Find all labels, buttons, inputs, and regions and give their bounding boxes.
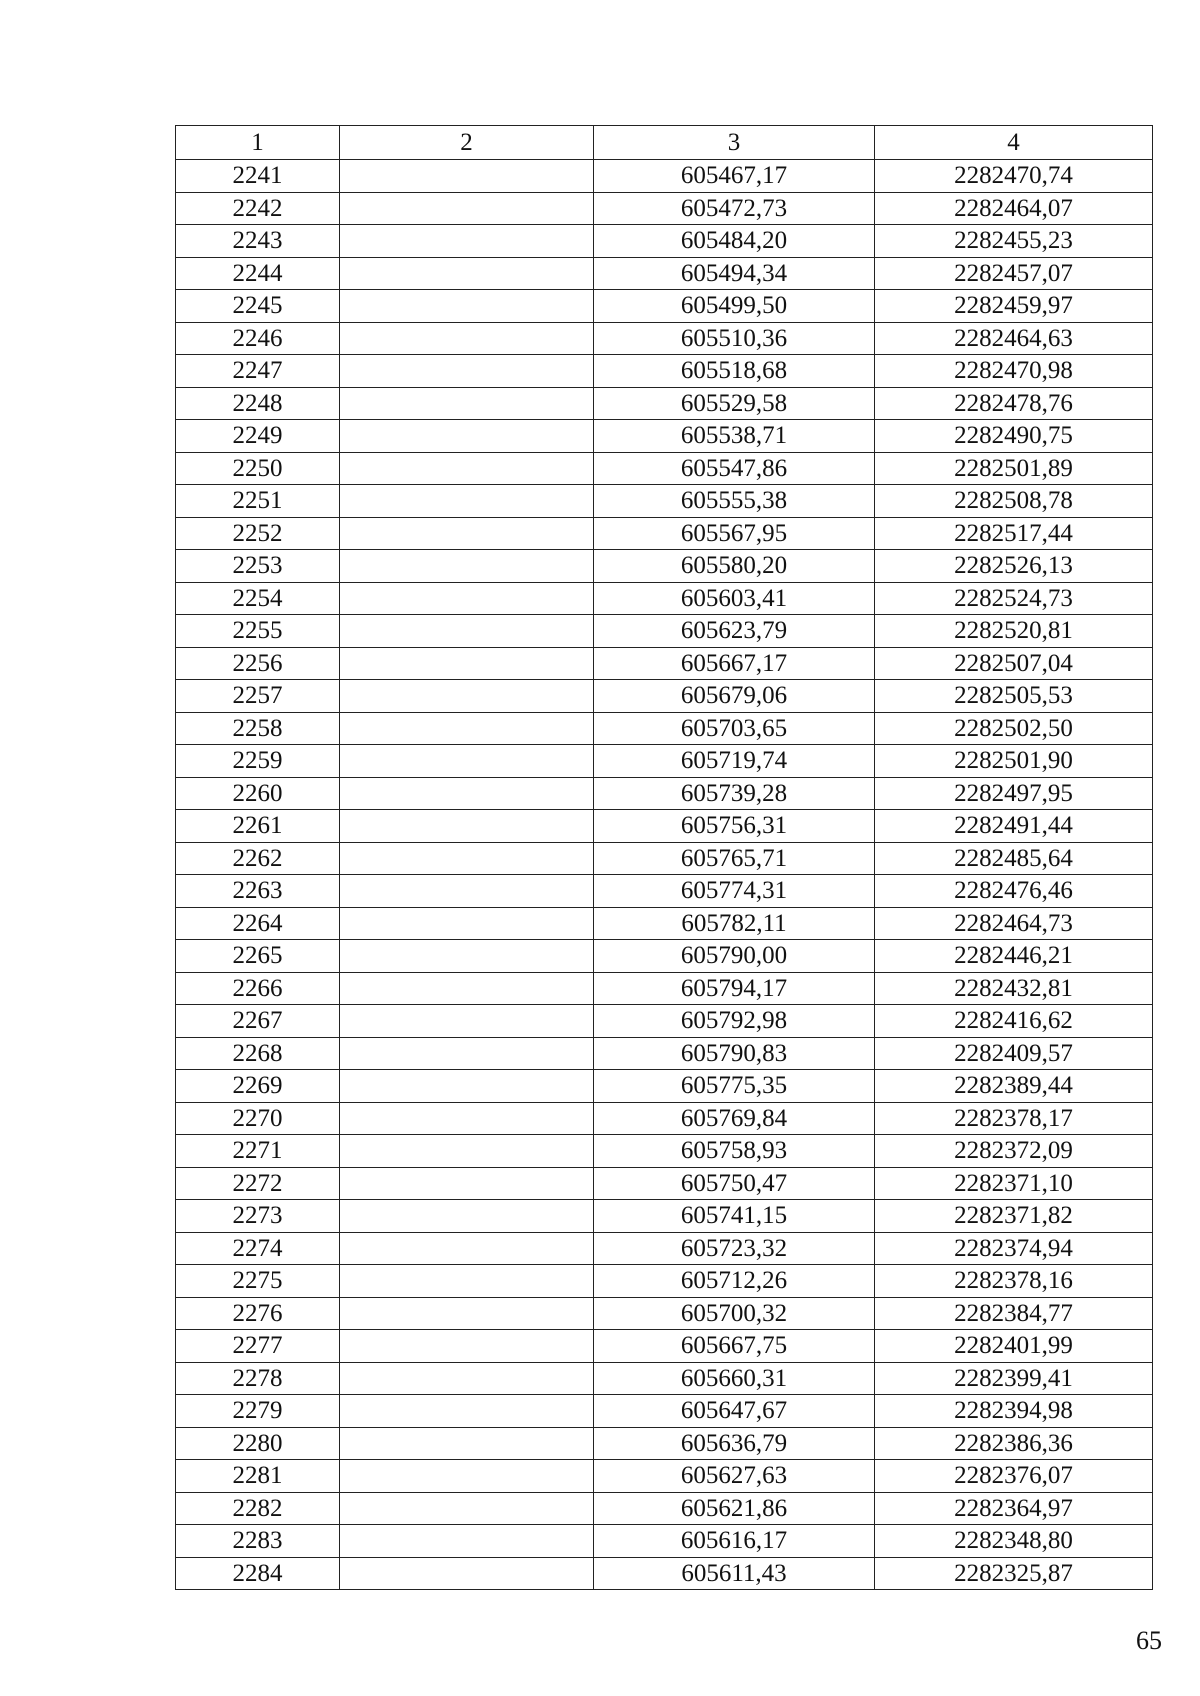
- point-number-cell: 2284: [176, 1557, 340, 1590]
- table-row: [176, 1200, 1153, 1233]
- y-coordinate-cell: 2282502,50: [875, 712, 1153, 745]
- point-number-cell: 2271: [176, 1135, 340, 1168]
- table-row: [176, 940, 1153, 973]
- x-coordinate-cell: 605774,31: [594, 875, 875, 908]
- y-coordinate-cell: 2282432,81: [875, 972, 1153, 1005]
- point-number-cell: 2283: [176, 1525, 340, 1558]
- y-coordinate-cell: 2282507,04: [875, 647, 1153, 680]
- empty-cell: [340, 810, 594, 843]
- x-coordinate-cell: 605623,79: [594, 615, 875, 648]
- point-number-cell: 2282: [176, 1492, 340, 1525]
- x-coordinate-cell: 605660,31: [594, 1362, 875, 1395]
- x-coordinate-cell: 605758,93: [594, 1135, 875, 1168]
- point-number-cell: 2259: [176, 745, 340, 778]
- x-coordinate-cell: 605679,06: [594, 680, 875, 713]
- x-coordinate-cell: 605518,68: [594, 355, 875, 388]
- y-coordinate-cell: 2282464,73: [875, 907, 1153, 940]
- table-row: [176, 257, 1153, 290]
- table-row: [176, 712, 1153, 745]
- x-coordinate-cell: 605775,35: [594, 1070, 875, 1103]
- empty-cell: [340, 1297, 594, 1330]
- point-number-cell: 2245: [176, 290, 340, 323]
- empty-cell: [340, 907, 594, 940]
- y-coordinate-cell: 2282505,53: [875, 680, 1153, 713]
- y-coordinate-cell: 2282401,99: [875, 1330, 1153, 1363]
- x-coordinate-cell: 605484,20: [594, 225, 875, 258]
- x-coordinate-cell: 605567,95: [594, 517, 875, 550]
- page-number: 65: [1136, 1626, 1162, 1655]
- empty-cell: [340, 485, 594, 518]
- table-row: [176, 1427, 1153, 1460]
- point-number-cell: 2263: [176, 875, 340, 908]
- table-row: [176, 745, 1153, 778]
- point-number-cell: 2267: [176, 1005, 340, 1038]
- point-number-cell: 2274: [176, 1232, 340, 1265]
- x-coordinate-cell: 605739,28: [594, 777, 875, 810]
- x-coordinate-cell: 605603,41: [594, 582, 875, 615]
- empty-cell: [340, 160, 594, 193]
- y-coordinate-cell: 2282348,80: [875, 1525, 1153, 1558]
- x-coordinate-cell: 605580,20: [594, 550, 875, 583]
- table-row: [176, 1460, 1153, 1493]
- table-row: [176, 842, 1153, 875]
- empty-cell: [340, 1265, 594, 1298]
- table-header-row: [176, 126, 1153, 160]
- x-coordinate-cell: 605750,47: [594, 1167, 875, 1200]
- table-row: [176, 290, 1153, 323]
- x-coordinate-cell: 605782,11: [594, 907, 875, 940]
- point-number-cell: 2264: [176, 907, 340, 940]
- y-coordinate-cell: 2282520,81: [875, 615, 1153, 648]
- y-coordinate-cell: 2282497,95: [875, 777, 1153, 810]
- empty-cell: [340, 972, 594, 1005]
- empty-cell: [340, 680, 594, 713]
- table-row: [176, 1525, 1153, 1558]
- x-coordinate-cell: 605611,43: [594, 1557, 875, 1590]
- y-coordinate-cell: 2282476,46: [875, 875, 1153, 908]
- empty-cell: [340, 1557, 594, 1590]
- table-row: [176, 777, 1153, 810]
- empty-cell: [340, 842, 594, 875]
- empty-cell: [340, 1427, 594, 1460]
- empty-cell: [340, 1492, 594, 1525]
- y-coordinate-cell: 2282524,73: [875, 582, 1153, 615]
- empty-cell: [340, 615, 594, 648]
- table-row: [176, 647, 1153, 680]
- y-coordinate-cell: 2282457,07: [875, 257, 1153, 290]
- point-number-cell: 2258: [176, 712, 340, 745]
- column-header-4: 4: [875, 126, 1153, 160]
- column-header-2: 2: [340, 126, 594, 160]
- x-coordinate-cell: 605712,26: [594, 1265, 875, 1298]
- point-number-cell: 2246: [176, 322, 340, 355]
- point-number-cell: 2255: [176, 615, 340, 648]
- coordinates-table: [175, 125, 1153, 1590]
- y-coordinate-cell: 2282394,98: [875, 1395, 1153, 1428]
- point-number-cell: 2260: [176, 777, 340, 810]
- y-coordinate-cell: 2282470,74: [875, 160, 1153, 193]
- x-coordinate-cell: 605499,50: [594, 290, 875, 323]
- y-coordinate-cell: 2282374,94: [875, 1232, 1153, 1265]
- y-coordinate-cell: 2282491,44: [875, 810, 1153, 843]
- y-coordinate-cell: 2282501,90: [875, 745, 1153, 778]
- y-coordinate-cell: 2282464,07: [875, 192, 1153, 225]
- table-row: [176, 550, 1153, 583]
- empty-cell: [340, 387, 594, 420]
- x-coordinate-cell: 605667,17: [594, 647, 875, 680]
- table-row: [176, 907, 1153, 940]
- y-coordinate-cell: 2282384,77: [875, 1297, 1153, 1330]
- point-number-cell: 2273: [176, 1200, 340, 1233]
- y-coordinate-cell: 2282446,21: [875, 940, 1153, 973]
- point-number-cell: 2244: [176, 257, 340, 290]
- empty-cell: [340, 355, 594, 388]
- empty-cell: [340, 745, 594, 778]
- point-number-cell: 2252: [176, 517, 340, 550]
- point-number-cell: 2262: [176, 842, 340, 875]
- table-row: [176, 485, 1153, 518]
- table-row: [176, 1037, 1153, 1070]
- table-row: [176, 875, 1153, 908]
- point-number-cell: 2241: [176, 160, 340, 193]
- point-number-cell: 2279: [176, 1395, 340, 1428]
- point-number-cell: 2249: [176, 420, 340, 453]
- point-number-cell: 2268: [176, 1037, 340, 1070]
- x-coordinate-cell: 605790,83: [594, 1037, 875, 1070]
- table-row: [176, 517, 1153, 550]
- empty-cell: [340, 1102, 594, 1135]
- empty-cell: [340, 647, 594, 680]
- y-coordinate-cell: 2282372,09: [875, 1135, 1153, 1168]
- x-coordinate-cell: 605472,73: [594, 192, 875, 225]
- table-row: [176, 680, 1153, 713]
- empty-cell: [340, 420, 594, 453]
- x-coordinate-cell: 605792,98: [594, 1005, 875, 1038]
- point-number-cell: 2250: [176, 452, 340, 485]
- point-number-cell: 2265: [176, 940, 340, 973]
- y-coordinate-cell: 2282478,76: [875, 387, 1153, 420]
- point-number-cell: 2272: [176, 1167, 340, 1200]
- empty-cell: [340, 225, 594, 258]
- y-coordinate-cell: 2282376,07: [875, 1460, 1153, 1493]
- empty-cell: [340, 192, 594, 225]
- table-row: [176, 355, 1153, 388]
- y-coordinate-cell: 2282470,98: [875, 355, 1153, 388]
- empty-cell: [340, 875, 594, 908]
- point-number-cell: 2278: [176, 1362, 340, 1395]
- x-coordinate-cell: 605510,36: [594, 322, 875, 355]
- x-coordinate-cell: 605616,17: [594, 1525, 875, 1558]
- y-coordinate-cell: 2282378,17: [875, 1102, 1153, 1135]
- y-coordinate-cell: 2282409,57: [875, 1037, 1153, 1070]
- table-row: [176, 452, 1153, 485]
- table-row: [176, 1135, 1153, 1168]
- point-number-cell: 2269: [176, 1070, 340, 1103]
- point-number-cell: 2248: [176, 387, 340, 420]
- empty-cell: [340, 1200, 594, 1233]
- point-number-cell: 2276: [176, 1297, 340, 1330]
- x-coordinate-cell: 605529,58: [594, 387, 875, 420]
- x-coordinate-cell: 605647,67: [594, 1395, 875, 1428]
- y-coordinate-cell: 2282371,82: [875, 1200, 1153, 1233]
- x-coordinate-cell: 605636,79: [594, 1427, 875, 1460]
- y-coordinate-cell: 2282490,75: [875, 420, 1153, 453]
- y-coordinate-cell: 2282389,44: [875, 1070, 1153, 1103]
- empty-cell: [340, 1135, 594, 1168]
- empty-cell: [340, 1070, 594, 1103]
- table-row: [176, 1167, 1153, 1200]
- empty-cell: [340, 712, 594, 745]
- table-row: [176, 1102, 1153, 1135]
- y-coordinate-cell: 2282526,13: [875, 550, 1153, 583]
- y-coordinate-cell: 2282378,16: [875, 1265, 1153, 1298]
- empty-cell: [340, 1232, 594, 1265]
- x-coordinate-cell: 605667,75: [594, 1330, 875, 1363]
- point-number-cell: 2281: [176, 1460, 340, 1493]
- point-number-cell: 2254: [176, 582, 340, 615]
- x-coordinate-cell: 605555,38: [594, 485, 875, 518]
- table-body: [176, 160, 1153, 1590]
- x-coordinate-cell: 605790,00: [594, 940, 875, 973]
- empty-cell: [340, 550, 594, 583]
- x-coordinate-cell: 605769,84: [594, 1102, 875, 1135]
- point-number-cell: 2280: [176, 1427, 340, 1460]
- table-row: [176, 810, 1153, 843]
- x-coordinate-cell: 605719,74: [594, 745, 875, 778]
- empty-cell: [340, 1167, 594, 1200]
- point-number-cell: 2266: [176, 972, 340, 1005]
- table-row: [176, 1362, 1153, 1395]
- y-coordinate-cell: 2282416,62: [875, 1005, 1153, 1038]
- y-coordinate-cell: 2282464,63: [875, 322, 1153, 355]
- empty-cell: [340, 1525, 594, 1558]
- empty-cell: [340, 1005, 594, 1038]
- table-row: [176, 322, 1153, 355]
- empty-cell: [340, 452, 594, 485]
- empty-cell: [340, 290, 594, 323]
- point-number-cell: 2247: [176, 355, 340, 388]
- table-row: [176, 582, 1153, 615]
- y-coordinate-cell: 2282517,44: [875, 517, 1153, 550]
- x-coordinate-cell: 605723,32: [594, 1232, 875, 1265]
- table-row: [176, 225, 1153, 258]
- table-row: [176, 1232, 1153, 1265]
- y-coordinate-cell: 2282364,97: [875, 1492, 1153, 1525]
- point-number-cell: 2275: [176, 1265, 340, 1298]
- table-row: [176, 160, 1153, 193]
- x-coordinate-cell: 605741,15: [594, 1200, 875, 1233]
- y-coordinate-cell: 2282399,41: [875, 1362, 1153, 1395]
- table-row: [176, 420, 1153, 453]
- point-number-cell: 2261: [176, 810, 340, 843]
- point-number-cell: 2270: [176, 1102, 340, 1135]
- y-coordinate-cell: 2282386,36: [875, 1427, 1153, 1460]
- x-coordinate-cell: 605538,71: [594, 420, 875, 453]
- table-row: [176, 1395, 1153, 1428]
- point-number-cell: 2243: [176, 225, 340, 258]
- empty-cell: [340, 1330, 594, 1363]
- point-number-cell: 2242: [176, 192, 340, 225]
- point-number-cell: 2253: [176, 550, 340, 583]
- table-row: [176, 1492, 1153, 1525]
- point-number-cell: 2256: [176, 647, 340, 680]
- table-row: [176, 192, 1153, 225]
- x-coordinate-cell: 605765,71: [594, 842, 875, 875]
- y-coordinate-cell: 2282501,89: [875, 452, 1153, 485]
- x-coordinate-cell: 605756,31: [594, 810, 875, 843]
- x-coordinate-cell: 605494,34: [594, 257, 875, 290]
- table-row: [176, 1265, 1153, 1298]
- empty-cell: [340, 582, 594, 615]
- table-row: [176, 1297, 1153, 1330]
- empty-cell: [340, 322, 594, 355]
- empty-cell: [340, 1395, 594, 1428]
- x-coordinate-cell: 605794,17: [594, 972, 875, 1005]
- point-number-cell: 2257: [176, 680, 340, 713]
- table-row: [176, 972, 1153, 1005]
- table-row: [176, 1330, 1153, 1363]
- table-row: [176, 1557, 1153, 1590]
- y-coordinate-cell: 2282485,64: [875, 842, 1153, 875]
- x-coordinate-cell: 605467,17: [594, 160, 875, 193]
- x-coordinate-cell: 605547,86: [594, 452, 875, 485]
- empty-cell: [340, 1460, 594, 1493]
- empty-cell: [340, 257, 594, 290]
- table-row: [176, 615, 1153, 648]
- y-coordinate-cell: 2282508,78: [875, 485, 1153, 518]
- table-row: [176, 387, 1153, 420]
- y-coordinate-cell: 2282459,97: [875, 290, 1153, 323]
- x-coordinate-cell: 605703,65: [594, 712, 875, 745]
- x-coordinate-cell: 605627,63: [594, 1460, 875, 1493]
- x-coordinate-cell: 605621,86: [594, 1492, 875, 1525]
- empty-cell: [340, 940, 594, 973]
- point-number-cell: 2251: [176, 485, 340, 518]
- y-coordinate-cell: 2282325,87: [875, 1557, 1153, 1590]
- point-number-cell: 2277: [176, 1330, 340, 1363]
- empty-cell: [340, 1037, 594, 1070]
- column-header-1: 1: [176, 126, 340, 160]
- empty-cell: [340, 1362, 594, 1395]
- empty-cell: [340, 517, 594, 550]
- y-coordinate-cell: 2282455,23: [875, 225, 1153, 258]
- column-header-3: 3: [594, 126, 875, 160]
- x-coordinate-cell: 605700,32: [594, 1297, 875, 1330]
- y-coordinate-cell: 2282371,10: [875, 1167, 1153, 1200]
- empty-cell: [340, 777, 594, 810]
- table-row: [176, 1070, 1153, 1103]
- table-row: [176, 1005, 1153, 1038]
